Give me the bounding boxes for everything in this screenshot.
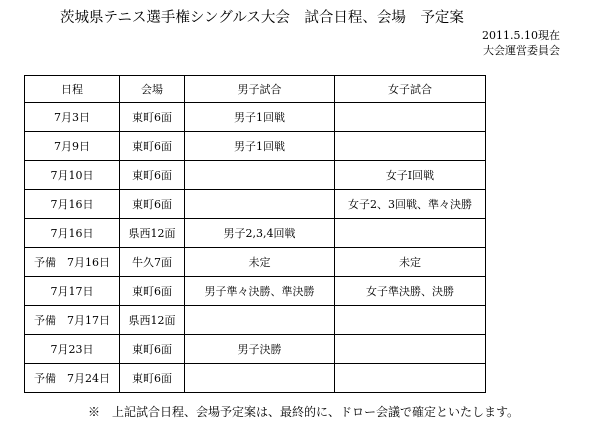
cell-women bbox=[335, 335, 486, 364]
cell-men: 男子1回戦 bbox=[185, 103, 335, 132]
table-row bbox=[25, 190, 486, 219]
document-meta bbox=[482, 28, 560, 58]
header-women: 女子試合 bbox=[335, 76, 486, 103]
cell-women: 女子Ⅰ回戦 bbox=[335, 161, 486, 190]
cell-date: 予備 7月24日 bbox=[25, 364, 120, 393]
cell-date: 予備 7月16日 bbox=[25, 248, 120, 277]
schedule-table bbox=[24, 75, 486, 393]
table-row bbox=[25, 219, 486, 248]
cell-men bbox=[185, 364, 335, 393]
table-row bbox=[25, 364, 486, 393]
cell-men bbox=[185, 306, 335, 335]
cell-venue: 東町6面 bbox=[120, 190, 185, 219]
table-row bbox=[25, 277, 486, 306]
cell-women bbox=[335, 103, 486, 132]
cell-date: 7月23日 bbox=[25, 335, 120, 364]
cell-date: 7月10日 bbox=[25, 161, 120, 190]
date-note: 2011.5.10現在 bbox=[482, 29, 560, 42]
cell-men: 男子決勝 bbox=[185, 335, 335, 364]
cell-women bbox=[335, 132, 486, 161]
cell-women: 女子2、3回戦、準々決勝 bbox=[335, 190, 486, 219]
cell-women: 未定 bbox=[335, 248, 486, 277]
cell-men: 男子準々決勝、準決勝 bbox=[185, 277, 335, 306]
cell-women bbox=[335, 364, 486, 393]
cell-date: 7月17日 bbox=[25, 277, 120, 306]
cell-date: 7月16日 bbox=[25, 190, 120, 219]
cell-date: 7月9日 bbox=[25, 132, 120, 161]
cell-venue: 東町6面 bbox=[120, 161, 185, 190]
cell-venue: 県西12面 bbox=[120, 306, 185, 335]
header-men: 男子試合 bbox=[185, 76, 335, 103]
table-row bbox=[25, 103, 486, 132]
cell-men bbox=[185, 190, 335, 219]
cell-venue: 東町6面 bbox=[120, 335, 185, 364]
table-row bbox=[25, 306, 486, 335]
cell-women: 女子準決勝、決勝 bbox=[335, 277, 486, 306]
cell-women bbox=[335, 219, 486, 248]
cell-men bbox=[185, 161, 335, 190]
table-row bbox=[25, 248, 486, 277]
cell-venue: 東町6面 bbox=[120, 277, 185, 306]
issuer: 大会運営委員会 bbox=[483, 44, 560, 57]
footer-note: ※ 上記試合日程、会場予定案は、最終的に、ドロー会議で確定といたします。 bbox=[88, 405, 520, 419]
cell-date: 7月3日 bbox=[25, 103, 120, 132]
cell-date: 7月16日 bbox=[25, 219, 120, 248]
cell-men: 男子1回戦 bbox=[185, 132, 335, 161]
table-row bbox=[25, 132, 486, 161]
cell-venue: 牛久7面 bbox=[120, 248, 185, 277]
cell-date: 予備 7月17日 bbox=[25, 306, 120, 335]
cell-venue: 県西12面 bbox=[120, 219, 185, 248]
cell-venue: 東町6面 bbox=[120, 132, 185, 161]
cell-women bbox=[335, 306, 486, 335]
table-header-row bbox=[25, 76, 486, 103]
cell-men: 男子2,3,4回戦 bbox=[185, 219, 335, 248]
table-row bbox=[25, 335, 486, 364]
header-date: 日程 bbox=[25, 76, 120, 103]
cell-men: 未定 bbox=[185, 248, 335, 277]
document-title: 茨城県テニス選手権シングルス大会 試合日程、会場 予定案 bbox=[60, 10, 464, 26]
cell-venue: 東町6面 bbox=[120, 364, 185, 393]
table-row bbox=[25, 161, 486, 190]
cell-venue: 東町6面 bbox=[120, 103, 185, 132]
header-venue: 会場 bbox=[120, 76, 185, 103]
